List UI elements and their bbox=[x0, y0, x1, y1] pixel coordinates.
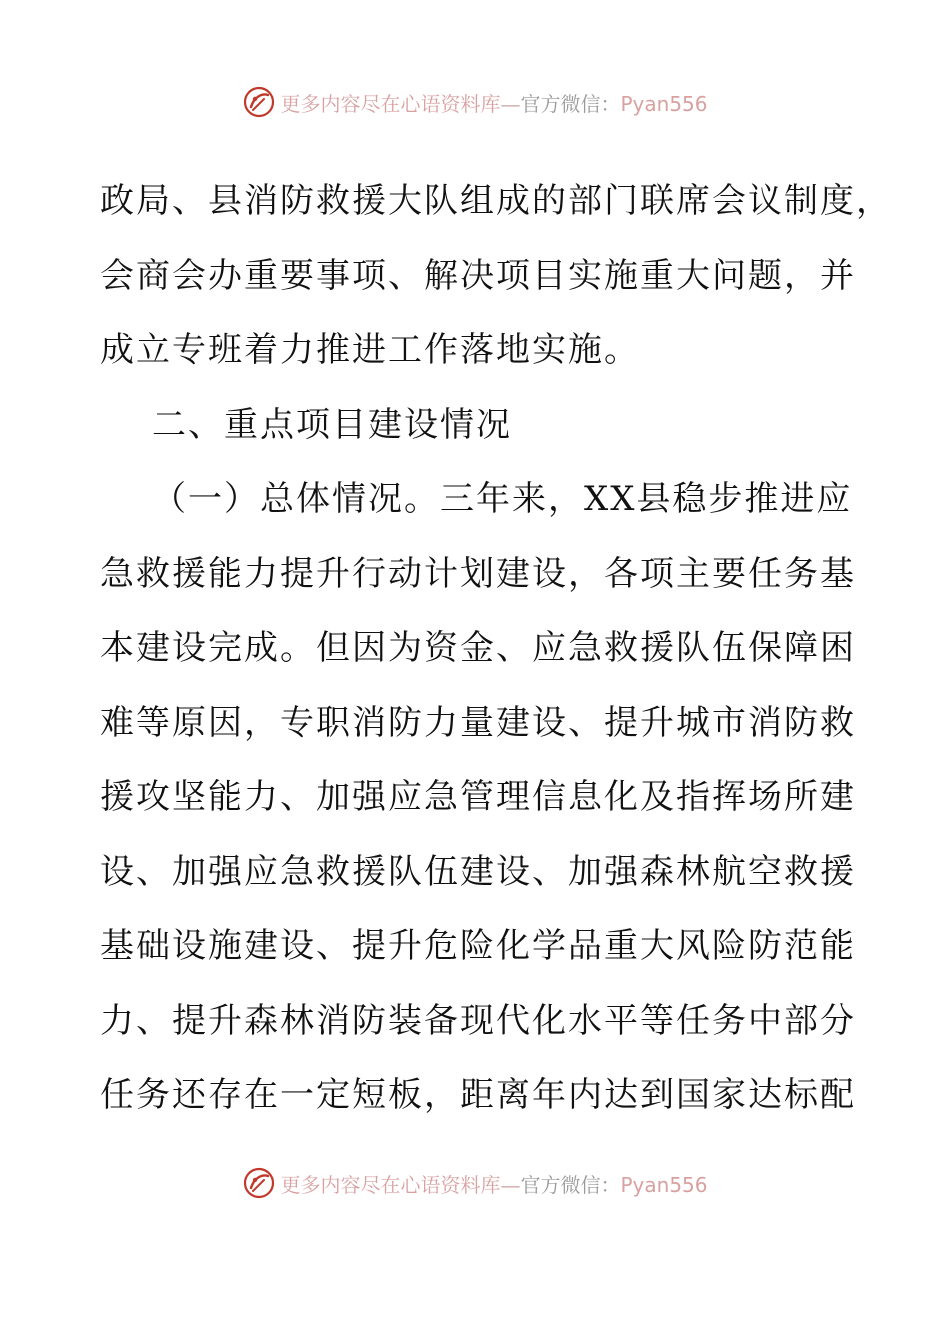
watermark-text bbox=[280, 1169, 707, 1198]
text-line: 基础设施建设、提升危险化学品重大风险防范能 bbox=[100, 926, 856, 966]
text-line: 成立专班着力推进工作落地实施。 bbox=[100, 330, 640, 370]
text-line: 设、加强应急救援队伍建设、加强森林航空救援 bbox=[100, 851, 856, 892]
text-line: 政局、县消防救援大队组成的部门联席会议制度， bbox=[100, 181, 892, 221]
text-line: 力、提升森林消防装备现代化水平等任务中部分 bbox=[100, 1000, 856, 1041]
paragraph-1 bbox=[100, 164, 892, 388]
text-line: 难等原因，专职消防力量建设、提升城市消防救 bbox=[100, 702, 856, 743]
text-line: （一）总体情况。三年来，XX县稳步推进应 bbox=[152, 479, 853, 519]
text-line: 会商会办重要事项、解决项目实施重大问题，并 bbox=[100, 255, 856, 296]
text-line: 任务还存在一定短板，距离年内达到国家达标配 bbox=[100, 1075, 856, 1115]
watermark-wechat-id: Pyan556 bbox=[620, 91, 708, 116]
watermark-dash: — bbox=[500, 91, 521, 116]
paragraph-2 bbox=[100, 462, 860, 1133]
text-line: 本建设完成。但因为资金、应急救援队伍保障困 bbox=[100, 628, 856, 668]
text-line: 援攻坚能力、加强应急管理信息化及指挥场所建 bbox=[100, 777, 856, 817]
watermark-wechat-id: Pyan556 bbox=[620, 1172, 708, 1197]
watermark-dash: — bbox=[500, 1172, 521, 1197]
watermark-official-label: 官方微信： bbox=[520, 91, 621, 116]
watermark-footer bbox=[0, 1163, 950, 1203]
watermark-site: 更多内容尽在心语资料库 bbox=[280, 1172, 501, 1197]
logo-icon bbox=[242, 85, 276, 119]
section-heading: 二、重点项目建设情况 bbox=[152, 404, 512, 445]
watermark-text bbox=[280, 88, 707, 117]
text-line: 急救援能力提升行动计划建设，各项主要任务基 bbox=[100, 553, 856, 594]
watermark-site: 更多内容尽在心语资料库 bbox=[280, 91, 501, 116]
logo-icon bbox=[242, 1166, 276, 1200]
document-body bbox=[100, 164, 892, 1133]
watermark-header bbox=[0, 82, 950, 122]
watermark-official-label: 官方微信： bbox=[520, 1172, 621, 1197]
